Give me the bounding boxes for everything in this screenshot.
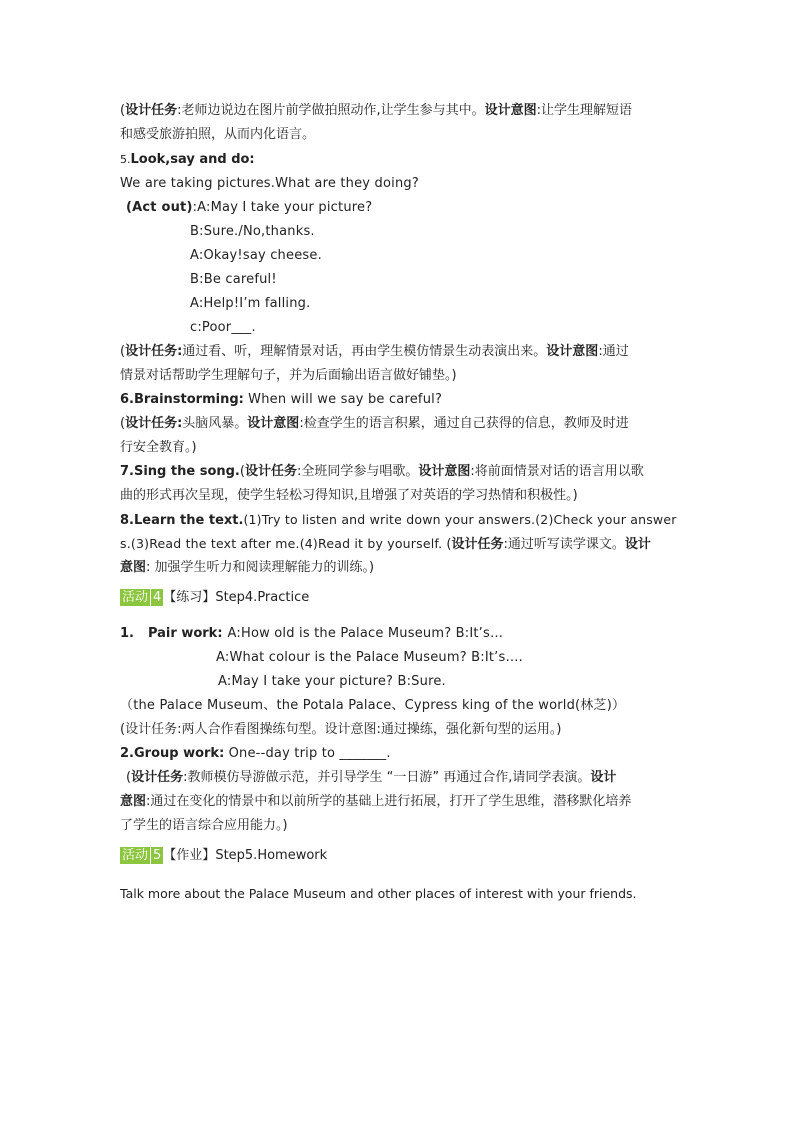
activity-number: 4	[153, 590, 162, 605]
section-6-note-line-1: (设计任务:头脑风暴。设计意图:检查学生的语言积累，通过自己获得的信息，教师及时进	[120, 416, 629, 431]
activity-4-heading: 活动 4 【练习】Step4.Practice	[122, 590, 310, 605]
activity-number: 5	[153, 848, 162, 863]
section-5-note-line-1: (设计任务:通过看、听，理解情景对话，再由学生模仿情景生动表演出来。设计意图:通过	[120, 344, 629, 359]
pair-work-line-1: 1. Pair work: A:How old is the Palace Museum? B:It’s…	[120, 626, 504, 641]
activity-tag: 活动	[122, 590, 149, 605]
group-work-note-line-1: (设计任务:教师模仿导游做示范，并引导学生 “一日游” 再通过合作,请同学表演。设计	[126, 770, 617, 785]
pair-work-line-3: A:May I take your picture? B:Sure.	[218, 674, 446, 689]
dialogue-line-6: c:Poor___.	[190, 320, 256, 335]
section-7-note-line-2: 曲的形式再次呈现，使学生轻松习得知识,且增强了对英语的学习热情和积极性。)	[120, 488, 578, 503]
activity-tag: 活动	[122, 848, 149, 863]
dialogue-line-4: B:Be careful!	[190, 272, 277, 287]
group-work-note-line-2: 意图:通过在变化的情景中和以前所学的基础上进行拓展，打开了学生思维，潜移默化培养	[120, 794, 632, 809]
activity-5-heading: 活动 5 【作业】Step5.Homework	[122, 848, 328, 863]
intro-note-line-2: 和感受旅游拍照，从而内化语言。	[120, 127, 316, 142]
intro-note-line-1: (设计任务:老师边说边在图片前学做拍照动作,让学生参与其中。设计意图:让学生理解短语	[120, 103, 633, 118]
section-7-heading: 7.Sing the song.(设计任务:全班同学参与唱歌。设计意图:将前面情景对话的语言用以歌	[120, 464, 644, 479]
pair-work-line-2: A:What colour is the Palace Museum? B:It’s….	[216, 650, 524, 665]
section-8-line-2: s.(3)Read the text after me.(4)Read it by yourself. (设计任务:通过听写读学课文。设计	[120, 536, 651, 552]
dialogue-line-1: (Act out):A:May I take your picture?	[126, 200, 373, 215]
section-5-intro: We are taking pictures.What are they doing?	[120, 176, 419, 191]
section-5-heading: 5.Look,say and do:	[120, 152, 255, 167]
homework-text: Talk more about the Palace Museum and other places of interest with your friends.	[120, 886, 637, 901]
design-intent-label: 设计意图	[484, 103, 537, 118]
dialogue-line-2: B:Sure./No,thanks.	[190, 224, 315, 239]
section-6-heading: 6.Brainstorming: When will we say be careful?	[120, 392, 443, 407]
dialogue-line-3: A:Okay!say cheese.	[190, 248, 322, 263]
group-work-note-line-3: 了学生的语言综合应用能力。)	[120, 818, 288, 833]
section-6-note-line-2: 行安全教育。)	[120, 440, 197, 455]
section-8-line-3: 意图: 加强学生听力和阅读理解能力的训练。)	[120, 560, 375, 575]
pair-work-note: (设计任务:两人合作看图操练句型。设计意图:通过操练，强化新句型的运用。)	[120, 722, 562, 737]
dialogue-line-5: A:Help!I’m falling.	[190, 296, 311, 311]
section-8-heading: 8.Learn the text.(1)Try to listen and write down your answers.(2)Check your answer	[120, 512, 677, 528]
design-task-label: 设计任务	[125, 103, 178, 118]
group-work-heading: 2.Group work: One--day trip to _______.	[120, 746, 391, 761]
section-5-note-line-2: 情景对话帮助学生理解句子，并为后面输出语言做好铺垫。)	[120, 368, 457, 383]
pair-work-places: （the Palace Museum、the Potala Palace、Cypress king of the world(林芝)）	[120, 698, 626, 713]
